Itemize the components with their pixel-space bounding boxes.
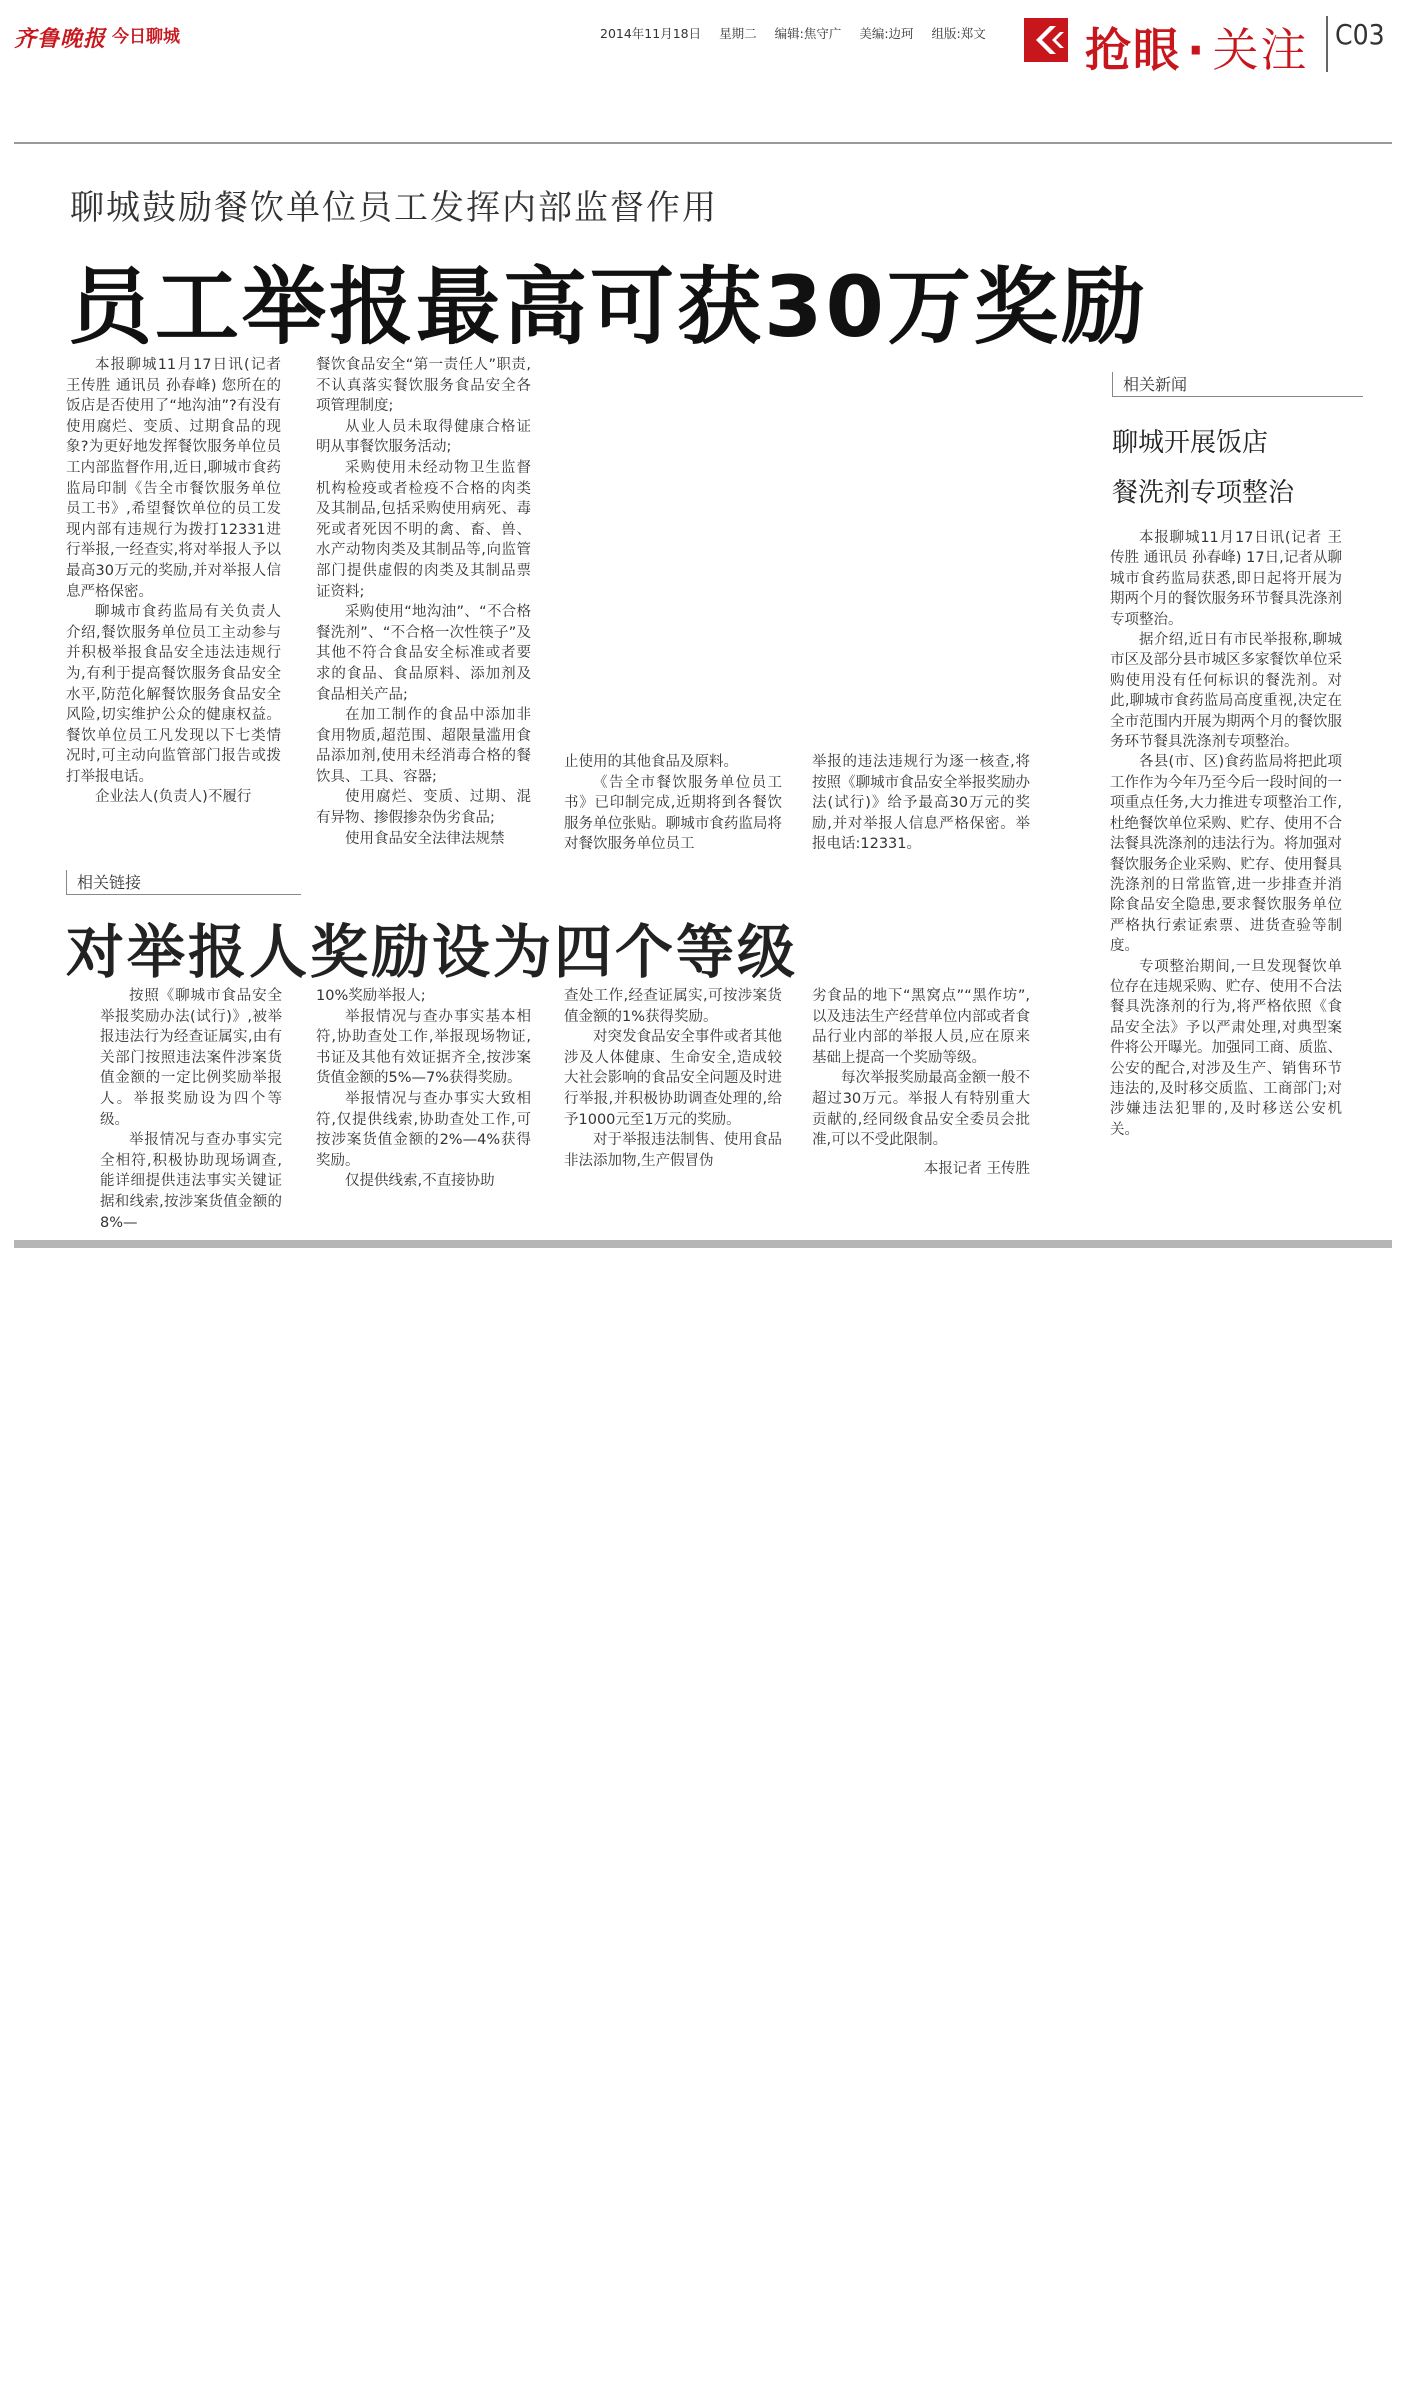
paragraph: 举报的违法违规行为逐一核查,将按照《聊城市食品安全举报奖励办法(试行)》给予最高30万元的奖励,并对举报人信息严格保密。举报电话:12331。 bbox=[812, 754, 1030, 853]
paragraph: 在加工制作的食品中添加非食用物质,超范围、超限量滥用食品添加剂,使用未经消毒合格的餐饮具、工具、容器; bbox=[316, 707, 531, 785]
issue-weekday: 星期二 bbox=[719, 26, 757, 41]
paragraph: 本报聊城11月17日讯(记者 王传胜 通讯员 孙春峰) 17日,记者从聊城市食药监局获悉,即日起将开展为期两个月的餐饮服务环节餐具洗涤剂专项整治。 bbox=[1110, 530, 1342, 628]
editor-credit: 编辑:焦守广 bbox=[774, 26, 842, 41]
paragraph: 对突发食品安全事件或者其他涉及人体健康、生命安全,造成较大社会影响的食品安全问题及时进行举报,并积极协助调查处理的,给予1000元至1万元的奖励。 bbox=[564, 1029, 782, 1128]
paragraph: 举报情况与查办事实大致相符,仅提供线索,协助查处工作,可按涉案货值金额的2%—4%获得奖励。 bbox=[316, 1090, 531, 1169]
paragraph: 据介绍,近日有市民举报称,聊城市区及部分县市城区多家餐饮单位采购使用没有任何标识的餐洗剂。对此,聊城市食药监局高度重视,决定在全市范围内开展为期两个月的餐饮服务环节餐具洗涤剂专项整治。 bbox=[1110, 632, 1342, 751]
paragraph: 企业法人(负责人)不履行 bbox=[95, 789, 252, 806]
paragraph: 举报情况与查办事实基本相符,协助查处工作,举报现场物证,书证及其他有效证据齐全,按涉案货值金额的5%—7%获得奖励。 bbox=[316, 1008, 531, 1087]
paragraph: 《告全市餐饮服务单位员工书》已印制完成,近期将到各餐饮服务单位张贴。聊城市食药监局将对餐饮服务单位员工 bbox=[564, 774, 782, 853]
paragraph: 查处工作,经查证属实,可按涉案货值金额的1%获得奖励。 bbox=[564, 988, 782, 1025]
column-title bbox=[1085, 14, 1308, 80]
links-column-2 bbox=[316, 986, 531, 1192]
paragraph: 按照《聊城市食品安全举报奖励办法(试行)》,被举报违法行为经查证属实,由有关部门按照违法案件涉案货值金额的一定比例奖励举报人。举报奖励设为四个等级。 bbox=[100, 988, 282, 1128]
paragraph: 餐饮食品安全“第一责任人”职责,不认真落实餐饮服务食品安全各项管理制度; bbox=[316, 357, 531, 415]
top-rule bbox=[14, 142, 1392, 144]
article-column-2 bbox=[316, 355, 531, 849]
article-column-3 bbox=[564, 752, 782, 855]
links-column-3 bbox=[564, 986, 782, 1171]
masthead-divider bbox=[1326, 16, 1328, 72]
links-column-4 bbox=[812, 986, 1030, 1179]
related-news-label: 相关新闻 bbox=[1123, 375, 1188, 394]
column-title-focus: 关注 bbox=[1212, 23, 1309, 77]
paragraph: 使用腐烂、变质、过期、混有异物、掺假掺杂伪劣食品; bbox=[316, 789, 531, 827]
related-news-body bbox=[1110, 528, 1342, 1140]
issue-date: 2014年11月18日 bbox=[600, 26, 702, 41]
article-headline: 员工举报最高可获30万奖励 bbox=[68, 258, 1148, 356]
layout-editor-credit: 组版:郑文 bbox=[931, 26, 986, 41]
paragraph: 每次举报奖励最高金额一般不超过30万元。举报人有特别重大贡献的,经同级食品安全委员会批准,可以不受此限制。 bbox=[812, 1070, 1030, 1149]
paragraph: 使用食品安全法律法规禁 bbox=[345, 830, 505, 847]
paragraph: 聊城市食药监局有关负责人介绍,餐饮服务单位员工主动参与并积极举报食品安全违法违规行为,有利于提高餐饮服务食品安全水平,防范化解餐饮服务食品安全风险,切实维护公众的健康权益。餐饮单位员工凡发现以下七类情况时,可主动向监管部门报告或拨打举报电话。 bbox=[66, 604, 281, 785]
art-editor-credit: 美编:边珂 bbox=[859, 26, 914, 41]
related-links-headline: 对举报人奖励设为四个等级 bbox=[66, 918, 799, 986]
paragraph: 对于举报违法制售、使用食品非法添加物,生产假冒伪 bbox=[564, 1132, 782, 1169]
paragraph: 举报情况与查办事实完全相符,积极协助现场调查,能详细提供违法事实关键证据和线索,按涉案货值金额的8%— bbox=[100, 1132, 282, 1231]
related-news-title-line-2: 餐洗剂专项整治 bbox=[1112, 478, 1295, 508]
related-links-tag bbox=[66, 870, 301, 895]
article-column-4 bbox=[812, 752, 1030, 855]
related-news-tag bbox=[1112, 372, 1363, 397]
paragraph: 10%奖励举报人; bbox=[316, 988, 426, 1004]
paragraph: 劣食品的地下“黑窝点”“黑作坊”,以及违法生产经营单位内部或者食品行业内部的举报人员,应在原来基础上提高一个奖励等级。 bbox=[812, 988, 1030, 1066]
paragraph: 专项整治期间,一旦发现餐饮单位存在违规采购、贮存、使用不合法餐具洗涤剂的行为,将严格依照《食品安全法》予以严肃处理,对典型案件将公开曝光。加强同工商、质监、公安的配合,对涉及生产、销售环节违法的,及时移交质监、工商部门;对涉嫌违法犯罪的,及时移送公安机关。 bbox=[1110, 958, 1342, 1138]
paragraph: 仅提供线索,不直接协助 bbox=[345, 1173, 495, 1190]
dateline bbox=[600, 24, 1000, 42]
paragraph: 本报聊城11月17日讯(记者 王传胜 通讯员 孙春峰) 您所在的饭店是否使用了“地沟油”?有没有使用腐烂、变质、过期食品的现象?为更好地发挥餐饮服务单位员工内部监督作用,近日,聊城市食药监局印制《告全市餐饮服务单位员工书》,希望餐饮单位的员工发现内部有违规行为拨打12331进行举报,一经查实,将对举报人予以最高30万元的奖励,并对举报人信息严格保密。 bbox=[66, 357, 281, 600]
newspaper-name: 齐鲁晚报 bbox=[14, 26, 107, 52]
byline: 本报记者 王传胜 bbox=[923, 1160, 1030, 1177]
bottom-rule bbox=[14, 1240, 1392, 1248]
paragraph: 从业人员未取得健康合格证明从事餐饮服务活动; bbox=[316, 418, 531, 456]
paragraph: 各县(市、区)食药监局将把此项工作作为今年乃至今后一段时间的一项重点任务,大力推进专项整治工作,杜绝餐饮单位采购、贮存、使用不合法餐具洗涤剂的违法行为。将加强对餐饮服务企业采购、贮存、使用餐具洗涤剂的日常监管,进一步排查并消除食品安全隐患,要求餐饮服务单位严格执行索证索票、进货查验等制度。 bbox=[1110, 754, 1342, 955]
section-name: 今日聊城 bbox=[112, 27, 180, 47]
column-title-dot: · bbox=[1187, 23, 1207, 77]
links-column-1 bbox=[100, 986, 282, 1233]
article-column-1 bbox=[66, 355, 281, 808]
related-links-label: 相关链接 bbox=[77, 873, 142, 892]
paragraph: 止使用的其他食品及原料。 bbox=[564, 754, 738, 770]
column-title-main: 抢眼 bbox=[1085, 23, 1181, 77]
paragraph: 采购使用“地沟油”、“不合格餐洗剂”、“不合格一次性筷子”及其他不符合食品安全标准或者要求的食品、食品原料、添加剂及食品相关产品; bbox=[316, 604, 531, 703]
column-logo-icon bbox=[1024, 18, 1068, 62]
paragraph: 采购使用未经动物卫生监督机构检疫或者检疫不合格的肉类及其制品,包括采购使用病死、毒死或者死因不明的禽、畜、兽、水产动物肉类及其制品等,向监管部门提供虚假的肉类及其制品票证资料; bbox=[316, 459, 531, 600]
page-code: C03 bbox=[1335, 18, 1385, 51]
related-news-title-line-1: 聊城开展饭店 bbox=[1112, 428, 1269, 458]
article-subhead: 聊城鼓励餐饮单位员工发挥内部监督作用 bbox=[70, 188, 718, 228]
